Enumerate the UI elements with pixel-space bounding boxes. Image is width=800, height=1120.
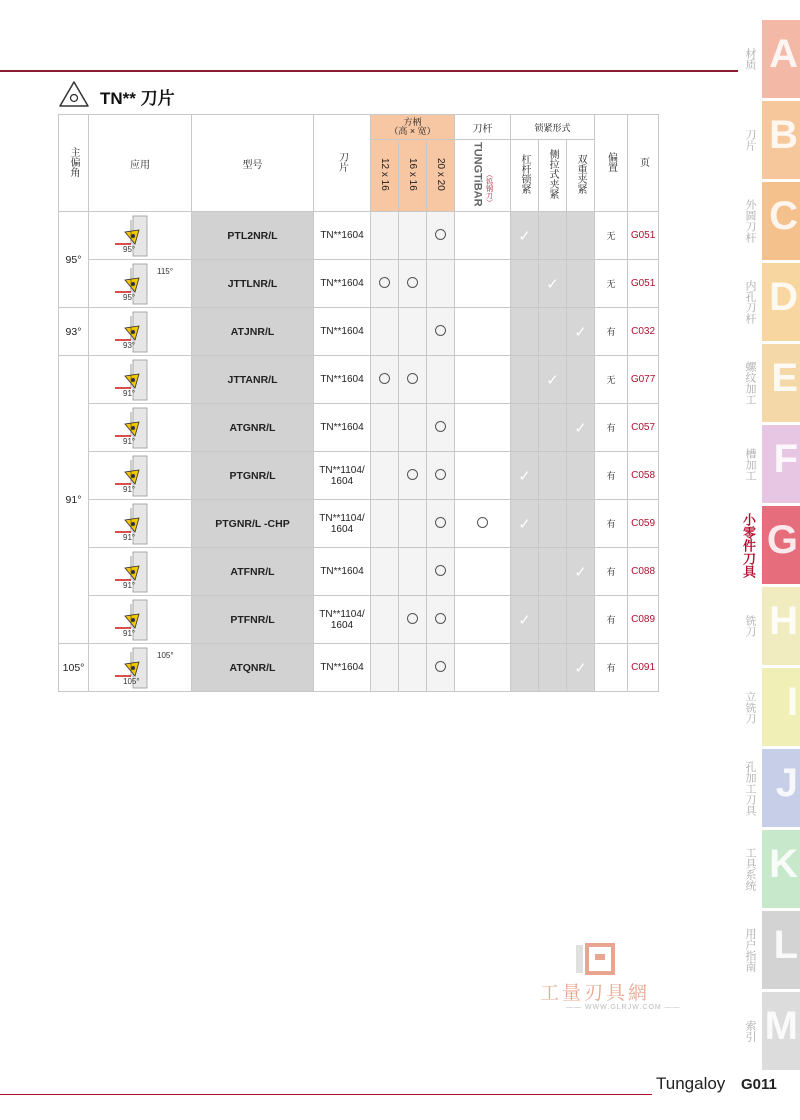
side-tab-letter: K [769,842,798,886]
footer-brand: Tungaloy [656,1074,726,1093]
side-tab-letter: E [771,356,798,400]
side-tab-letter: A [769,32,798,76]
table-row [59,548,659,596]
header-clamp-double: 双重夹紧 [567,140,595,212]
available-circle-icon [407,613,418,624]
shank-s20-cell [427,596,455,644]
header-shank-group: 方柄 （高 × 宽） [371,115,455,140]
shank-s20-cell [427,644,455,692]
available-circle-icon [435,469,446,480]
application-image [89,644,192,692]
application-angle-label: 105° [123,676,140,686]
shank-s16-cell [399,356,427,404]
application-image [89,548,192,596]
check-icon: ✓ [574,419,587,437]
available-circle-icon [435,229,446,240]
table-row [59,308,659,356]
clamp-side-cell [539,356,567,404]
clamp-double-cell [567,596,595,644]
side-tab-letter: H [769,599,798,643]
shank-s12-cell [371,260,399,308]
application-angle-label: 91° [123,388,136,398]
clamp-lever-cell [511,596,539,644]
available-circle-icon [379,277,390,288]
page-ref-link[interactable]: C091 [628,644,659,692]
side-tab-d[interactable] [762,263,800,341]
side-tab-k[interactable] [762,830,800,908]
clamp-lever-cell [511,308,539,356]
table-row [59,212,659,260]
side-tab-letter: B [769,113,798,157]
table-row [59,404,659,452]
check-icon: ✓ [574,563,587,581]
insert-cell: TN**1604 [314,644,371,692]
side-tab-m[interactable] [762,992,800,1070]
main-angle-cell: 93° [59,308,89,356]
model-cell: ATQNR/L [192,644,314,692]
clamp-double-cell [567,404,595,452]
insert-cell: TN**1604 [314,260,371,308]
shank-s12-cell [371,212,399,260]
check-icon: ✓ [518,467,531,485]
side-tab-c[interactable] [762,182,800,260]
side-tab-f[interactable] [762,425,800,503]
header-clamp-lever: 杠杆锁紧 [511,140,539,212]
available-circle-icon [435,421,446,432]
page-ref-link[interactable]: G051 [628,212,659,260]
offset-cell: 有 [595,596,628,644]
header-clamp-side: 侧拉式夹紧 [539,140,567,212]
model-cell: PTGNR/L -CHP [192,500,314,548]
table-row [59,260,659,308]
application-angle-label: 91° [123,484,136,494]
bar-cell [455,500,511,548]
offset-cell: 无 [595,356,628,404]
table-row [59,452,659,500]
application-angle-label: 91° [123,628,136,638]
side-tab-j[interactable] [762,749,800,827]
application-image [89,356,192,404]
table-row [59,356,659,404]
side-tab-g[interactable] [762,506,800,584]
bar-cell [455,356,511,404]
insert-cell: TN**1604 [314,308,371,356]
clamp-double-cell [567,260,595,308]
shank-s20-cell [427,308,455,356]
offset-cell: 有 [595,404,628,452]
side-tab-l[interactable] [762,911,800,989]
page-ref-link[interactable]: C059 [628,500,659,548]
main-angle-cell: 95° [59,212,89,308]
clamp-side-cell [539,212,567,260]
side-tab-letter: I [786,680,798,724]
insert-cell: TN**1104/ 1604 [314,500,371,548]
model-cell: PTL2NR/L [192,212,314,260]
side-tab-label[interactable]: 内孔刀杆 [744,280,756,324]
insert-cell: TN**1104/ 1604 [314,596,371,644]
side-tab-b[interactable] [762,101,800,179]
shank-s20-cell [427,548,455,596]
check-icon: ✓ [574,659,587,677]
offset-cell: 有 [595,548,628,596]
page-title: TN** 刀片 [100,89,175,108]
clamp-double-cell [567,500,595,548]
clamp-side-cell [539,548,567,596]
application-image [89,212,192,260]
model-cell: ATJNR/L [192,308,314,356]
available-circle-icon [477,517,488,528]
shank-s16-cell [399,404,427,452]
model-cell: PTFNR/L [192,596,314,644]
shank-s16-cell [399,308,427,356]
shank-s12-cell [371,596,399,644]
clamp-double-cell [567,212,595,260]
offset-cell: 有 [595,644,628,692]
side-tab-label[interactable]: 索引 [744,1020,756,1042]
header-application: 应用 [89,115,192,212]
header-page: 页 [628,115,659,212]
shank-s12-cell [371,644,399,692]
shank-s20-cell [427,260,455,308]
side-tab-label[interactable]: 小零件刀具 [741,512,756,578]
clamp-side-cell [539,308,567,356]
application-angle-label: 91° [123,436,136,446]
clamp-lever-cell [511,356,539,404]
shank-s16-cell [399,212,427,260]
check-icon: ✓ [518,515,531,533]
shank-s20-cell [427,404,455,452]
clamp-double-cell [567,452,595,500]
side-tab-label[interactable]: 用户指南 [744,928,756,972]
main-angle-cell: 91° [59,356,89,644]
clamp-side-cell [539,260,567,308]
page-ref-link[interactable]: C032 [628,308,659,356]
shank-s12-cell [371,452,399,500]
available-circle-icon [435,661,446,672]
side-tab-label[interactable]: 槽加工 [744,447,756,481]
header-insert: 刀片 [314,115,371,212]
shank-s12-cell [371,308,399,356]
side-tab-label[interactable]: 材质 [744,48,756,70]
bar-brand-logo: TUNGTiBAR [471,141,484,207]
side-tab-label[interactable]: 刀片 [744,129,756,151]
side-tab-letter: L [773,923,798,967]
check-icon: ✓ [518,227,531,245]
application-angle-label: 95° [123,292,136,302]
available-circle-icon [407,373,418,384]
application-image [89,308,192,356]
clamp-lever-cell [511,548,539,596]
page-ref-link[interactable]: C089 [628,596,659,644]
application-angle-label: 91° [123,580,136,590]
insert-cell: TN**1604 [314,356,371,404]
bottom-rule [0,1094,652,1095]
side-tab-a[interactable] [762,20,800,98]
header-shank-20x20: 20 x 20 [427,140,455,212]
clamp-double-cell [567,356,595,404]
header-shank-16x16: 16 x 16 [399,140,427,212]
check-icon: ✓ [546,275,559,293]
watermark-text: 工量刃具網 [540,983,651,1004]
triangle-insert-icon [58,80,90,108]
available-circle-icon [379,373,390,384]
top-rule [0,70,738,72]
page-ref-link[interactable]: G051 [628,260,659,308]
offset-cell: 有 [595,500,628,548]
table-row [59,644,659,692]
clamp-lever-cell [511,212,539,260]
side-tab-letter: M [764,1004,798,1048]
bar-cell [455,308,511,356]
application-angle-label: 95° [123,244,136,254]
application-angle-label: 115° [157,266,173,276]
insert-cell: TN**1104/ 1604 [314,452,371,500]
side-tab-label[interactable]: 外圆刀杆 [744,199,756,243]
shank-s12-cell [371,548,399,596]
clamp-lever-cell [511,500,539,548]
insert-cell: TN**1604 [314,212,371,260]
clamp-side-cell [539,596,567,644]
bar-cell [455,212,511,260]
available-circle-icon [435,565,446,576]
check-icon: ✓ [518,611,531,629]
side-tab-label[interactable]: 孔加工刀具 [744,760,756,816]
shank-s16-cell [399,260,427,308]
side-tab-e[interactable] [762,344,800,422]
model-cell: ATFNR/L [192,548,314,596]
shank-s20-cell [427,500,455,548]
table-row [59,500,659,548]
clamp-lever-cell [511,404,539,452]
table-row [59,596,659,644]
shank-s20-cell [427,452,455,500]
side-tab-label[interactable]: 螺纹加工 [744,361,756,405]
available-circle-icon [435,613,446,624]
clamp-double-cell [567,308,595,356]
clamp-lever-cell [511,644,539,692]
clamp-side-cell [539,500,567,548]
offset-cell: 无 [595,212,628,260]
bar-cell [455,404,511,452]
bar-cell [455,644,511,692]
offset-cell: 无 [595,260,628,308]
application-image [89,260,192,308]
clamp-double-cell [567,548,595,596]
shank-s12-cell [371,356,399,404]
offset-cell: 有 [595,308,628,356]
clamp-side-cell [539,644,567,692]
header-main-angle: 主偏角 [59,115,89,212]
clamp-side-cell [539,452,567,500]
side-tab-letter: C [769,194,798,238]
shank-s16-cell [399,548,427,596]
side-tab-label[interactable]: 铣刀 [744,615,756,637]
check-icon: ✓ [574,323,587,341]
side-tab-letter: J [775,761,798,805]
header-clamp-group: 锁紧形式 [511,115,595,140]
available-circle-icon [407,277,418,288]
application-image [89,404,192,452]
application-angle-label: 91° [123,532,136,542]
shank-s16-cell [399,596,427,644]
side-tab-letter: G [766,518,798,562]
shank-s20-cell [427,212,455,260]
available-circle-icon [435,325,446,336]
model-cell: PTGNR/L [192,452,314,500]
bar-cell [455,452,511,500]
watermark-logo-icon [570,942,620,976]
clamp-lever-cell [511,452,539,500]
page-ref-link[interactable]: C088 [628,548,659,596]
shank-s20-cell [427,356,455,404]
watermark-url: —— WWW.GLRJW.COM —— [566,1004,681,1011]
side-tab-label[interactable]: 工具系统 [744,847,756,891]
clamp-double-cell [567,644,595,692]
page-ref-link[interactable]: C058 [628,452,659,500]
clamp-side-cell [539,404,567,452]
application-image [89,596,192,644]
header-bar-brand [455,140,511,212]
header-model: 型号 [192,115,314,212]
offset-cell: 有 [595,452,628,500]
application-angle-label: 105° [157,650,174,660]
side-tab-label[interactable]: 立铣刀 [744,690,756,724]
header-offset: 偏置 [595,115,628,212]
side-tab-letter: F [773,437,798,481]
side-tab-h[interactable] [762,587,800,665]
available-circle-icon [435,517,446,528]
bar-cell [455,260,511,308]
model-cell: JTTANR/L [192,356,314,404]
bar-cell [455,596,511,644]
main-angle-cell: 105° [59,644,89,692]
insert-cell: TN**1604 [314,404,371,452]
application-image [89,452,192,500]
insert-cell: TN**1604 [314,548,371,596]
footer-page-number: G011 [741,1076,777,1093]
shank-s12-cell [371,500,399,548]
clamp-lever-cell [511,260,539,308]
application-angle-label: 93° [123,340,136,350]
header-bar-group: 刀杆 [455,115,511,140]
side-tab-letter: D [769,275,798,319]
bar-cell [455,548,511,596]
header-shank-12x16: 12 x 16 [371,140,399,212]
shank-s12-cell [371,404,399,452]
side-tab-i[interactable] [762,668,800,746]
shank-s16-cell [399,500,427,548]
application-image [89,500,192,548]
model-cell: ATGNR/L [192,404,314,452]
product-table [58,114,659,692]
page-ref-link[interactable]: G077 [628,356,659,404]
shank-s16-cell [399,452,427,500]
available-circle-icon [407,469,418,480]
check-icon: ✓ [546,371,559,389]
bar-brand-sub: （钨钢刀） [485,171,493,207]
shank-s16-cell [399,644,427,692]
page-ref-link[interactable]: C057 [628,404,659,452]
model-cell: JTTLNR/L [192,260,314,308]
